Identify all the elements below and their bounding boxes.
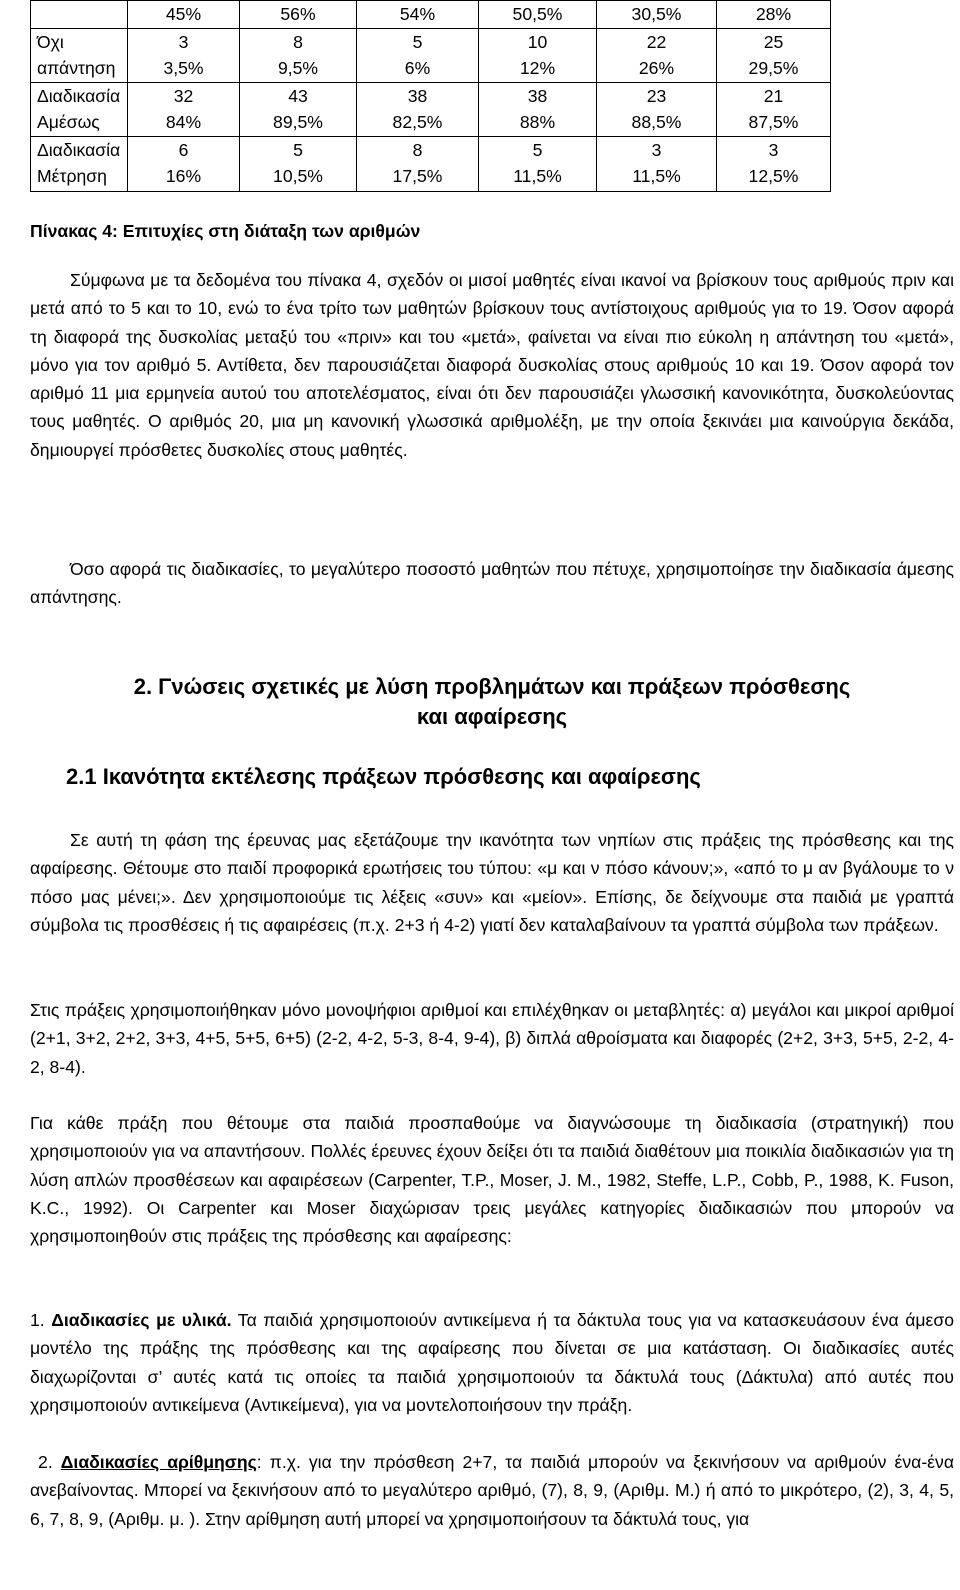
table-cell-value: 3,5% bbox=[163, 58, 204, 78]
table-cell-value: 9,5% bbox=[277, 58, 319, 78]
table-cell-value: 12,5% bbox=[748, 166, 799, 186]
table-cell-value: 22 bbox=[646, 32, 667, 52]
table-cell bbox=[717, 29, 831, 83]
table-cell-value: 10 bbox=[527, 32, 548, 52]
table-row bbox=[31, 1, 831, 29]
section-heading-line-2: και αφαίρεσης bbox=[416, 704, 568, 729]
row-label bbox=[31, 29, 128, 83]
table-cell-value: 30,5% bbox=[631, 4, 682, 24]
row-label bbox=[31, 137, 128, 192]
list-item-title: Διαδικασίες αρίθμησης bbox=[60, 1452, 257, 1472]
table-cell-value: 56% bbox=[280, 4, 316, 24]
table-cell bbox=[479, 1, 597, 29]
table-cell-value: 5 bbox=[293, 140, 303, 160]
table-cell-value: 3 bbox=[768, 140, 779, 160]
table-cell-value: 54% bbox=[399, 4, 436, 24]
table-cell-value: 11,5% bbox=[632, 166, 681, 186]
table-cell bbox=[240, 1, 357, 29]
table-cell-value: 8 bbox=[293, 32, 303, 52]
table-cell bbox=[240, 137, 357, 192]
table-cell-value: 84% bbox=[165, 112, 202, 132]
list-item-title: Διαδικασίες με υλικά. bbox=[51, 1310, 232, 1330]
paragraph-method-text: Σε αυτή τη φάση της έρευνας μας εξετάζουμε την ικανότητα των νηπίων στις πράξεις της πρόσθεσης και της αφαίρεσης. Θέτουμε στο παιδί προφορικά ερωτήσεις του τύπου: «μ και ν πόσο κάνουν;», «από το μ αν βγάλουμε το ν πόσο μας μένει;». Δεν χρησιμοποιούμε τις λέξεις «συν» και «μείον». Επίσης, δε δείχνουμε στα παιδιά με γραπτά σύμβολα τις προσθέσεις ή τις αφαιρέσεις (π.χ. 2+3 ή 4-2) γιατί δεν καταλαβαίνουν τα γραπτά σύμβολα των πράξεων. bbox=[30, 830, 954, 935]
table-row bbox=[31, 29, 831, 83]
row-label-line: απάντηση bbox=[37, 58, 116, 78]
table-cell bbox=[479, 29, 597, 83]
table-cell-value: 82,5% bbox=[392, 112, 443, 132]
table-cell-value: 43 bbox=[288, 86, 308, 106]
paragraph-findings-text: Σύμφωνα με τα δεδομένα του πίνακα 4, σχεδόν οι μισοί μαθητές είναι ικανοί να βρίσκουν τους αριθμούς πριν και μετά από το 5 και το 10, ενώ το ένα τρίτο των μαθητών βρίσκουν τους αντίστοιχους αριθμούς για το 19. Όσον αφορά τη διαφορά της δυσκολίας μεταξύ του «πριν» και του «μετά», φαίνεται να είναι πιο εύκολη η απάντηση του «μετά», μόνο για τον αριθμό 5. Αντίθετα, δεν παρουσιάζεται διαφορά δυσκολίας στους αριθμούς 10 και 19. Όσον αφορά τον αριθμό 11 μια ερμηνεία αυτού του αποτελέσματος, είναι ότι δεν παρουσιάζει γλωσσική κανονικότητα, δυσκολεύοντας τους μαθητές. Ο αριθμός 20, μια μη κανονική γλωσσικά αριθμολέξη, με την οποία ξεκινάει μια καινούργια δεκάδα, δημιουργεί πρόσθετες δυσκολίες στους μαθητές. bbox=[30, 270, 954, 460]
table-cell bbox=[240, 83, 357, 137]
row-label-line: Διαδικασία bbox=[37, 140, 121, 160]
paragraph-operations-text: Στις πράξεις χρησιμοποιήθηκαν μόνο μονοψήφιοι αριθμοί και επιλέχθηκαν οι μεταβλητές: α) μεγάλοι και μικροί αριθμοί (2+1, 3+2, 2+2, 3+3, 4+5, 5+5, 6+5) (2-2, 4-2, 5-3, 8-4, 9-4), β) διπλά αθροίσματα και διαφορές (2+2, 3+3, 5+5, 2-2, 4-2, 8-4). bbox=[30, 1000, 954, 1077]
table-cell-value: 88% bbox=[519, 112, 556, 132]
table-cell-value: 87,5% bbox=[748, 112, 799, 132]
table-cell-value: 45% bbox=[165, 4, 202, 24]
table-cell bbox=[597, 137, 717, 192]
paragraph-operations bbox=[30, 996, 954, 1081]
table-cell bbox=[479, 83, 597, 137]
table-cell bbox=[128, 137, 240, 192]
table-cell-value: 10,5% bbox=[273, 166, 323, 186]
paragraph-procedures bbox=[30, 555, 954, 612]
table-cell bbox=[357, 1, 479, 29]
paragraph-findings bbox=[30, 266, 954, 464]
table-row bbox=[31, 83, 831, 137]
table-cell-value: 6% bbox=[404, 58, 431, 78]
row-label bbox=[31, 83, 128, 137]
list-item-counting bbox=[30, 1448, 954, 1533]
subsection-heading: 2.1 Ικανότητα εκτέλεσης πράξεων πρόσθεσης και αφαίρεσης bbox=[66, 764, 701, 789]
table-cell-value: 28% bbox=[755, 4, 792, 24]
table-cell-value: 89,5% bbox=[273, 112, 323, 132]
table-cell bbox=[128, 83, 240, 137]
table-cell-value: 5 bbox=[532, 140, 543, 160]
table-cell-value: 29,5% bbox=[748, 58, 799, 78]
table-cell-value: 88,5% bbox=[631, 112, 682, 132]
table-cell-value: 38 bbox=[527, 86, 548, 106]
table-cell-value: 16% bbox=[165, 166, 202, 186]
row-label-line: Αμέσως bbox=[37, 112, 100, 132]
list-item-number: 2. bbox=[38, 1452, 53, 1472]
table-cell-value: 17,5% bbox=[392, 166, 443, 186]
table-cell-value: 11,5% bbox=[513, 166, 562, 186]
list-item-materials bbox=[30, 1306, 954, 1419]
table-cell bbox=[357, 137, 479, 192]
table-cell bbox=[597, 1, 717, 29]
table-cell-value: 21 bbox=[763, 86, 784, 106]
table-cell-value: 25 bbox=[763, 32, 784, 52]
table-cell bbox=[479, 137, 597, 192]
section-heading-line-1: 2. Γνώσεις σχετικές με λύση προβλημάτων και πράξεων πρόσθεσης bbox=[133, 674, 851, 699]
table-cell bbox=[357, 29, 479, 83]
section-heading bbox=[30, 672, 954, 732]
table-cell-value: 23 bbox=[646, 86, 667, 106]
paragraph-strategies-text: Για κάθε πράξη που θέτουμε στα παιδιά προσπαθούμε να διαγνώσουμε τη διαδικασία (στρατηγική) που χρησιμοποιούν για να απαντήσουν. Πολλές έρευνες έχουν δείξει ότι τα παιδιά διαθέτουν μια ποικιλία διαδικασιών για τη λύση απλών προσθέσεων και αφαιρέσεων (Carpenter, T.P., Moser, J. M., 1982, Steffe, L.P., Cobb, P., 1988, K. Fuson, K.C., 1992). Οι Carpenter και Moser διαχώρισαν τρεις μεγάλες κατηγορίες διαδικασιών που μπορούν να χρησιμοποιηθούν στις πράξεις της πρόσθεσης και αφαίρεσης: bbox=[30, 1113, 954, 1247]
table-cell-value: 6 bbox=[178, 140, 189, 160]
table-cell bbox=[717, 1, 831, 29]
table-cell bbox=[717, 137, 831, 192]
table-cell-value: 50,5% bbox=[512, 4, 563, 24]
results-table bbox=[30, 0, 831, 192]
row-label-line: Μέτρηση bbox=[37, 166, 107, 186]
row-label-line: Διαδικασία bbox=[37, 86, 121, 106]
table-cell-value: 3 bbox=[178, 32, 189, 52]
list-item-number: 1. bbox=[30, 1310, 45, 1330]
table-cell-value: 32 bbox=[173, 86, 194, 106]
table-cell bbox=[357, 83, 479, 137]
table-cell bbox=[240, 29, 357, 83]
table-cell bbox=[597, 83, 717, 137]
list-item-text: Τα παιδιά χρησιμοποιούν αντικείμενα ή τα δάκτυλα τους για να κατασκευάσουν ένα άμεσο μοντέλο της πράξης της πρόσθεσης και της αφαίρεσης που δίνεται σε μια κατάσταση. Οι διαδικασίες αυτές διαχωρίζονται σ’ αυτές κατά τις οποίες τα παιδιά χρησιμοποιούν τα δάκτυλά τους (Δάκτυλα) από αυτές που χρησιμοποιούν αντικείμενα (Αντικείμενα), για να μοντελοποιήσουν την πράξη. bbox=[30, 1310, 955, 1415]
paragraph-method bbox=[30, 826, 954, 939]
table-cell bbox=[597, 29, 717, 83]
paragraph-strategies bbox=[30, 1109, 954, 1250]
paragraph-procedures-text: Όσο αφορά τις διαδικασίες, το μεγαλύτερο ποσοστό μαθητών που πέτυχε, χρησιμοποίησε την διαδικασία άμεσης απάντησης. bbox=[30, 559, 954, 608]
table-row bbox=[31, 137, 831, 192]
table-cell-value: 8 bbox=[412, 140, 423, 160]
row-label-line: Όχι bbox=[37, 32, 64, 52]
table-cell-value: 3 bbox=[651, 140, 662, 160]
list-item-text: : π.χ. για την πρόσθεση 2+7, τα παιδιά μπορούν να ξεκινήσουν να αριθμούν ένα-ένα ανεβαίνοντας. Μπορεί να ξεκινήσουν από το μεγαλύτερο αριθμό, (7), 8, 9, (Αριθμ. Μ.) ή από το μικρότερο, (2), 3, 4, 5, 6, 7, 8, 9, (Αριθμ. μ. ). Στην αρίθμηση αυτή μπορεί να χρησιμοποιήσουν τα δάκτυλά τους, για bbox=[30, 1452, 954, 1529]
table-cell bbox=[128, 29, 240, 83]
table-cell-value: 38 bbox=[407, 86, 428, 106]
table-caption: Πίνακας 4: Επιτυχίες στη διάταξη των αριθμών bbox=[30, 221, 421, 241]
table-cell bbox=[717, 83, 831, 137]
table-cell-value: 12% bbox=[519, 58, 556, 78]
table-cell bbox=[128, 1, 240, 29]
row-label bbox=[31, 1, 128, 29]
table-cell-value: 26% bbox=[638, 58, 675, 78]
table-cell-value: 5 bbox=[412, 32, 423, 52]
